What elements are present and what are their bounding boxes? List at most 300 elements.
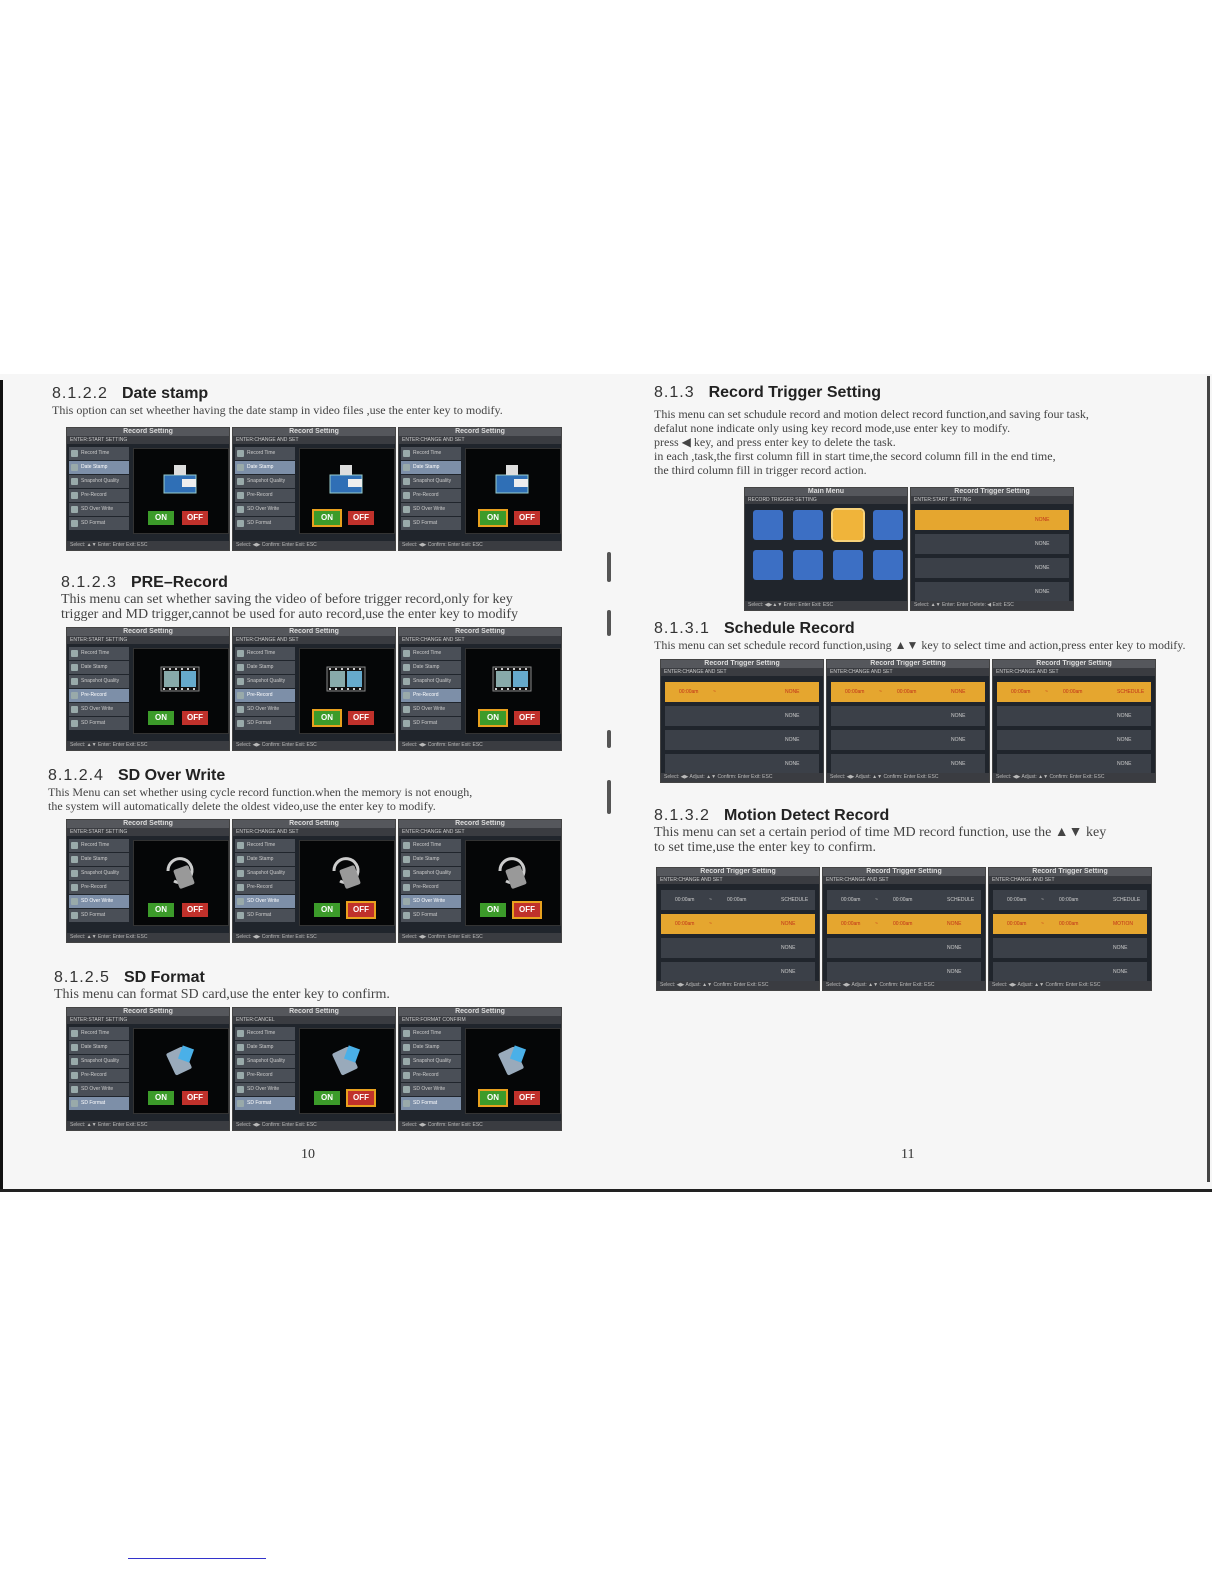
record-setting-screen <box>66 627 230 751</box>
screen-menu <box>235 647 295 731</box>
screen-title: Record Trigger Setting <box>827 660 989 668</box>
task-cell: NONE <box>951 737 966 743</box>
screen-footer: Select: ◀▶ Adjust: ▲▼ Confirm: Enter Exit: ESC <box>823 981 985 990</box>
trigger-task-row[interactable] <box>997 682 1151 702</box>
menu-item[interactable]: Record Time <box>69 1027 129 1040</box>
section-number: 8.1.2.5 <box>54 969 110 986</box>
tilde: ~ <box>875 897 878 903</box>
task-cell: NONE <box>1035 565 1050 571</box>
trigger-task-row[interactable] <box>661 890 815 910</box>
trigger-task-row[interactable] <box>993 962 1147 982</box>
task-cell: NONE <box>951 689 966 695</box>
camera-icon[interactable] <box>753 510 783 540</box>
menu-item[interactable]: Snapshot Quality <box>69 867 129 880</box>
menu-item[interactable]: Record Time <box>235 1027 295 1040</box>
sd-format-icon <box>326 1041 366 1077</box>
sd-overwrite-icon <box>326 853 366 889</box>
menu-item[interactable]: SD Over Write <box>401 1083 461 1096</box>
record-trigger-screen <box>656 867 820 991</box>
section-title: Motion Detect Record <box>723 807 890 824</box>
on-button[interactable]: ON <box>480 511 506 525</box>
menu-item[interactable]: SD Format <box>69 717 129 730</box>
section-schedule-record <box>654 620 1186 652</box>
menu-item[interactable]: Snapshot Quality <box>235 867 295 880</box>
screen-hint: ENTER:START SETTING <box>911 496 1073 504</box>
menu-item[interactable]: Record Time <box>401 447 461 460</box>
preview-panel <box>465 840 561 926</box>
screen-menu <box>235 839 295 923</box>
menu-item[interactable]: Date Stamp <box>69 1041 129 1054</box>
section-number: 8.1.3.2 <box>654 807 710 824</box>
screen-footer: Select: ◀▶ Adjust: ▲▼ Confirm: Enter Exit: ESC <box>993 773 1155 782</box>
record-setting-screen <box>66 819 230 943</box>
screen-menu <box>235 447 295 531</box>
menu-item[interactable]: Record Time <box>235 839 295 852</box>
menu-item[interactable]: Snapshot Quality <box>401 1055 461 1068</box>
record-icon[interactable] <box>793 510 823 540</box>
screen-footer: Select: ◀▶ Adjust: ▲▼ Confirm: Enter Exit: ESC <box>657 981 819 990</box>
record-setting-screen <box>232 1007 396 1131</box>
menu-item[interactable]: SD Format <box>69 1097 129 1110</box>
section-text-line-4: in each ,task,the first column fill in start time,the secord column fill in the end time, <box>654 449 1056 463</box>
date-stamp-icon <box>492 461 532 497</box>
task-cell: SCHEDULE <box>1117 689 1145 695</box>
section-title: Record Trigger Setting <box>708 384 882 401</box>
menu-item[interactable]: Snapshot Quality <box>235 475 295 488</box>
preview-panel <box>133 448 229 534</box>
tilde: ~ <box>1045 689 1048 695</box>
section-text-line-2: to set time,use the enter key to confirm. <box>654 840 876 855</box>
task-cell: NONE <box>1113 945 1128 951</box>
on-button[interactable]: ON <box>314 903 340 917</box>
screen-footer: Select: ◀▶ Confirm: Enter Exit: ESC <box>233 1121 395 1130</box>
screen-title: Record Trigger Setting <box>993 660 1155 668</box>
off-button[interactable]: OFF <box>182 711 208 725</box>
menu-item[interactable]: Date Stamp <box>235 1041 295 1054</box>
screen-hint: ENTER:START SETTING <box>67 1016 229 1024</box>
screen-footer: Select: ▲▼ Enter: Enter Exit: ESC <box>67 541 229 550</box>
tilde: ~ <box>709 897 712 903</box>
screen-footer: Select: ◀▶ Confirm: Enter Exit: ESC <box>233 933 395 942</box>
date-stamp-icon <box>160 461 200 497</box>
section-number: 8.1.2.3 <box>61 574 117 591</box>
task-cell: 00:00am <box>1011 689 1031 695</box>
task-cell: NONE <box>947 969 962 975</box>
section-sd-format <box>54 969 390 1002</box>
task-cell: NONE <box>781 945 796 951</box>
off-button[interactable]: OFF <box>514 903 540 917</box>
on-button[interactable]: ON <box>314 511 340 525</box>
date-stamp-icon <box>326 461 366 497</box>
section-title: SD Over Write <box>117 767 226 784</box>
screen-title: Record Setting <box>399 628 561 636</box>
section-number: 8.1.2.2 <box>52 385 108 402</box>
menu-item[interactable]: Date Stamp <box>401 461 461 474</box>
menu-item[interactable]: SD Format <box>235 517 295 530</box>
on-button[interactable]: ON <box>314 711 340 725</box>
off-button[interactable]: OFF <box>348 511 374 525</box>
screen-menu <box>235 1027 295 1111</box>
screen-footer: Select: ◀▶ Adjust: ▲▼ Confirm: Enter Exit: ESC <box>989 981 1151 990</box>
menu-item[interactable]: Record Time <box>235 447 295 460</box>
trigger-task-row[interactable] <box>997 754 1151 774</box>
menu-item[interactable]: Record Time <box>401 1027 461 1040</box>
menu-item[interactable]: Snapshot Quality <box>235 675 295 688</box>
menu-item[interactable]: SD Format <box>401 717 461 730</box>
menu-item[interactable]: SD Over Write <box>401 503 461 516</box>
menu-item[interactable]: Record Time <box>401 647 461 660</box>
menu-item[interactable]: SD Over Write <box>235 703 295 716</box>
task-cell: 00:00am <box>1059 921 1079 927</box>
screen-title: Record Trigger Setting <box>823 868 985 876</box>
screen-title: Record Setting <box>233 1008 395 1016</box>
menu-item[interactable]: SD Format <box>401 517 461 530</box>
menu-item[interactable]: Date Stamp <box>401 853 461 866</box>
on-button[interactable]: ON <box>148 1091 174 1105</box>
page-edge-left <box>0 380 3 1192</box>
task-cell: 00:00am <box>679 689 699 695</box>
task-cell: NONE <box>1035 517 1050 523</box>
sd-over-write-screens <box>66 819 562 943</box>
menu-item[interactable]: Snapshot Quality <box>69 475 129 488</box>
task-cell: SCHEDULE <box>947 897 975 903</box>
screen-footer: Select: ▲▼ Enter: Enter Delete: ◀ Exit: ESC <box>911 601 1073 610</box>
film-strip-icon <box>492 661 532 697</box>
menu-item[interactable]: Pre-Record <box>69 489 129 502</box>
menu-item[interactable]: Date Stamp <box>401 661 461 674</box>
screen-hint: ENTER:CHANGE AND SET <box>399 636 561 644</box>
record-setting-screen <box>398 1007 562 1131</box>
menu-item[interactable]: SD Over Write <box>401 703 461 716</box>
off-button[interactable]: OFF <box>182 903 208 917</box>
screen-title: Record Trigger Setting <box>989 868 1151 876</box>
menu-item[interactable]: SD Format <box>401 1097 461 1110</box>
screen-hint: ENTER:CHANGE AND SET <box>657 876 819 884</box>
menu-item[interactable]: Pre-Record <box>401 881 461 894</box>
screen-hint: ENTER:CHANGE AND SET <box>823 876 985 884</box>
menu-item[interactable]: Date Stamp <box>235 661 295 674</box>
menu-item[interactable]: Date Stamp <box>69 461 129 474</box>
on-button[interactable]: ON <box>314 1091 340 1105</box>
tilde: ~ <box>709 921 712 927</box>
menu-item[interactable]: SD Over Write <box>69 503 129 516</box>
trigger-task-row[interactable] <box>827 914 981 934</box>
sd-format-screens <box>66 1007 562 1131</box>
off-button[interactable]: OFF <box>348 1091 374 1105</box>
on-button[interactable]: ON <box>480 1091 506 1105</box>
screen-footer: Select: ◀▶ Adjust: ▲▼ Confirm: Enter Exit: ESC <box>661 773 823 782</box>
tilde: ~ <box>713 689 716 695</box>
screen-footer: Select: ◀▶▲▼ Enter: Enter Exit: ESC <box>745 601 907 610</box>
screen-footer: Select: ◀▶ Confirm: Enter Exit: ESC <box>233 541 395 550</box>
spread-bottom-edge <box>0 1189 1212 1192</box>
trigger-task-row[interactable] <box>831 730 985 750</box>
menu-item[interactable]: SD Over Write <box>235 1083 295 1096</box>
off-button[interactable]: OFF <box>514 711 540 725</box>
menu-item[interactable]: SD Over Write <box>235 503 295 516</box>
menu-item[interactable]: SD Over Write <box>69 703 129 716</box>
task-cell: NONE <box>785 689 800 695</box>
screen-footer: Select: ◀▶ Confirm: Enter Exit: ESC <box>399 741 561 750</box>
document-icon[interactable] <box>753 550 783 580</box>
menu-item[interactable]: Snapshot Quality <box>235 1055 295 1068</box>
menu-item[interactable]: Date Stamp <box>235 853 295 866</box>
section-number: 8.1.3.1 <box>654 620 710 637</box>
menu-item[interactable]: SD Over Write <box>235 895 295 908</box>
binding-gutter <box>604 540 618 1020</box>
menu-item[interactable]: Snapshot Quality <box>401 675 461 688</box>
on-button[interactable]: ON <box>148 711 174 725</box>
record-setting-screen <box>66 1007 230 1131</box>
section-date-stamp <box>52 385 503 417</box>
screen-title: Main Menu <box>745 488 907 496</box>
record-trigger-screens <box>744 487 1074 611</box>
screen-menu <box>69 647 129 731</box>
screen-title: Record Setting <box>233 820 395 828</box>
task-cell: 00:00am <box>893 897 913 903</box>
trigger-task-row[interactable] <box>665 730 819 750</box>
task-cell: 00:00am <box>893 921 913 927</box>
sd-card-icon[interactable] <box>873 550 903 580</box>
sd-overwrite-icon <box>160 853 200 889</box>
trigger-task-row[interactable] <box>665 706 819 726</box>
trigger-task-row[interactable] <box>997 730 1151 750</box>
task-cell: 00:00am <box>675 921 695 927</box>
screen-hint: ENTER:FORMAT CONFIRM <box>399 1016 561 1024</box>
menu-item[interactable]: Pre-Record <box>235 1069 295 1082</box>
menu-item[interactable]: SD Format <box>235 909 295 922</box>
menu-item[interactable]: Record Time <box>69 839 129 852</box>
screen-title: Record Setting <box>233 428 395 436</box>
schedule-record-screens <box>660 659 1156 783</box>
task-cell: NONE <box>1117 713 1132 719</box>
menu-item[interactable]: Record Time <box>69 647 129 660</box>
trigger-task-row[interactable] <box>997 706 1151 726</box>
record-trigger-screen <box>660 659 824 783</box>
menu-item[interactable]: Record Time <box>235 647 295 660</box>
trigger-task-row[interactable] <box>915 510 1069 530</box>
trigger-task-row[interactable] <box>827 938 981 958</box>
task-cell: 00:00am <box>841 897 861 903</box>
task-cell: 00:00am <box>897 689 917 695</box>
section-sd-over-write <box>48 767 472 813</box>
section-text-line-1: This menu can set a certain period of time MD record function, use the ▲▼ key <box>654 825 1107 840</box>
menu-item[interactable]: Pre-Record <box>401 689 461 702</box>
off-button[interactable]: OFF <box>182 1091 208 1105</box>
alarm-icon[interactable] <box>793 550 823 580</box>
screen-title: Record Setting <box>67 1008 229 1016</box>
task-cell: NONE <box>1113 969 1128 975</box>
menu-item[interactable]: Pre-Record <box>69 689 129 702</box>
screen-title: Record Trigger Setting <box>661 660 823 668</box>
menu-item[interactable]: Snapshot Quality <box>401 867 461 880</box>
menu-item[interactable]: Pre-Record <box>401 1069 461 1082</box>
preview-panel <box>299 1028 395 1114</box>
motion-detect-screens <box>656 867 1152 991</box>
trigger-task-row[interactable] <box>993 890 1147 910</box>
record-setting-screen <box>398 627 562 751</box>
section-record-trigger-setting <box>654 384 1089 477</box>
section-title: Schedule Record <box>723 620 855 637</box>
screen-hint: ENTER:CHANGE AND SET <box>399 436 561 444</box>
section-text-line-2: trigger and MD trigger,cannot be used for auto record,use the enter key to modify <box>61 607 519 622</box>
task-cell: 00:00am <box>841 921 861 927</box>
screen-footer: Select: ▲▼ Enter: Enter Exit: ESC <box>67 741 229 750</box>
menu-item[interactable]: Date Stamp <box>235 461 295 474</box>
menu-item[interactable]: Date Stamp <box>69 853 129 866</box>
screen-hint: ENTER:CHANGE AND SET <box>993 668 1155 676</box>
section-text-line-2: defalut none indicate only using key record mode,use enter key to modify. <box>654 421 1011 435</box>
trigger-task-row[interactable] <box>827 962 981 982</box>
task-cell: NONE <box>947 945 962 951</box>
trigger-task-row[interactable] <box>915 558 1069 578</box>
menu-item[interactable]: Record Time <box>69 447 129 460</box>
tilde: ~ <box>875 921 878 927</box>
task-cell: NONE <box>1035 589 1050 595</box>
task-cell: 00:00am <box>1007 897 1027 903</box>
screen-hint: ENTER:START SETTING <box>67 828 229 836</box>
trigger-task-row[interactable] <box>993 914 1147 934</box>
film-strip-icon <box>160 661 200 697</box>
record-setting-screen <box>398 427 562 551</box>
task-cell: MOTION <box>1113 921 1133 927</box>
screen-hint: ENTER:CHANGE AND SET <box>233 636 395 644</box>
trigger-task-row[interactable] <box>915 582 1069 602</box>
screen-hint: ENTER:START SETTING <box>67 436 229 444</box>
trigger-task-row[interactable] <box>827 890 981 910</box>
section-text-line-2: the system will automatically delete the oldest video,use the enter key to modify. <box>48 799 436 813</box>
screen-title: Record Trigger Setting <box>911 488 1073 496</box>
tilde: ~ <box>879 689 882 695</box>
trigger-task-row[interactable] <box>661 938 815 958</box>
off-button[interactable]: OFF <box>182 511 208 525</box>
screen-footer: Select: ◀▶ Confirm: Enter Exit: ESC <box>399 541 561 550</box>
trigger-task-row[interactable] <box>665 754 819 774</box>
section-text-line-1: This Menu can set whether using cycle record function.when the memory is not enough, <box>48 785 473 799</box>
screen-menu <box>401 447 461 531</box>
trigger-task-row[interactable] <box>831 706 985 726</box>
section-number: 8.1.2.4 <box>48 767 104 784</box>
task-cell: NONE <box>947 921 962 927</box>
task-cell: NONE <box>951 761 966 767</box>
section-pre-record <box>61 574 518 622</box>
on-button[interactable]: ON <box>148 511 174 525</box>
trigger-task-row[interactable] <box>831 682 985 702</box>
trigger-task-row[interactable] <box>831 754 985 774</box>
on-button[interactable]: ON <box>480 711 506 725</box>
screen-hint: ENTER:CHANGE AND SET <box>233 436 395 444</box>
menu-item[interactable]: Record Time <box>401 839 461 852</box>
on-button[interactable]: ON <box>480 903 506 917</box>
screen-hint: ENTER:CHANGE AND SET <box>399 828 561 836</box>
task-cell: NONE <box>785 713 800 719</box>
date-stamp-screens <box>66 427 562 551</box>
off-button[interactable]: OFF <box>514 511 540 525</box>
on-button[interactable]: ON <box>148 903 174 917</box>
trigger-task-row[interactable] <box>661 962 815 982</box>
main-menu-screen <box>744 487 908 611</box>
menu-item[interactable]: Snapshot Quality <box>69 1055 129 1068</box>
menu-item[interactable]: Date Stamp <box>401 1041 461 1054</box>
screen-hint: ENTER:CANCEL <box>233 1016 395 1024</box>
task-cell: NONE <box>1035 541 1050 547</box>
preview-panel <box>133 1028 229 1114</box>
menu-item[interactable]: SD Format <box>69 909 129 922</box>
trigger-task-row[interactable] <box>915 534 1069 554</box>
edit-icon[interactable] <box>833 550 863 580</box>
menu-item[interactable]: Date Stamp <box>69 661 129 674</box>
section-text-line-5: the third column fill in trigger record action. <box>654 463 867 477</box>
menu-item[interactable]: Pre-Record <box>69 1069 129 1082</box>
preview-panel <box>465 1028 561 1114</box>
off-button[interactable]: OFF <box>348 903 374 917</box>
off-button[interactable]: OFF <box>348 711 374 725</box>
screen-hint: RECORD TRIGGER SETTING <box>745 496 907 504</box>
record-trigger-screen <box>992 659 1156 783</box>
menu-item[interactable]: SD Over Write <box>69 895 129 908</box>
menu-item[interactable]: SD Over Write <box>401 895 461 908</box>
section-text: This menu can set schedule record function,using ▲▼ key to select time and action,press enter key to modify. <box>654 638 1186 652</box>
settings-icon[interactable] <box>873 510 903 540</box>
task-cell: 00:00am <box>1059 897 1079 903</box>
screen-title: Record Setting <box>399 1008 561 1016</box>
section-title: Date stamp <box>121 385 209 402</box>
screen-footer: Select: ▲▼ Enter: Enter Exit: ESC <box>67 1121 229 1130</box>
menu-item[interactable]: SD Format <box>235 717 295 730</box>
section-motion-detect-record <box>654 807 1106 855</box>
task-cell: 00:00am <box>1007 921 1027 927</box>
record-trigger-screen <box>988 867 1152 991</box>
screen-hint: ENTER:CHANGE AND SET <box>989 876 1151 884</box>
task-cell: SCHEDULE <box>781 897 809 903</box>
menu-item[interactable]: Pre-Record <box>235 689 295 702</box>
sd-overwrite-icon <box>492 853 532 889</box>
section-title: SD Format <box>123 969 205 986</box>
screen-title: Record Setting <box>67 820 229 828</box>
menu-item[interactable]: Pre-Record <box>235 489 295 502</box>
screen-footer: Select: ◀▶ Confirm: Enter Exit: ESC <box>233 741 395 750</box>
screen-menu <box>69 839 129 923</box>
screen-hint: ENTER:CHANGE AND SET <box>661 668 823 676</box>
trigger-task-row[interactable] <box>993 938 1147 958</box>
menu-item[interactable]: Pre-Record <box>69 881 129 894</box>
menu-item[interactable]: SD Format <box>401 909 461 922</box>
task-cell: NONE <box>1117 737 1132 743</box>
menu-item[interactable]: SD Format <box>235 1097 295 1110</box>
task-cell: SCHEDULE <box>1113 897 1141 903</box>
screen-footer: Select: ▲▼ Enter: Enter Exit: ESC <box>67 933 229 942</box>
calendar-icon[interactable] <box>833 510 863 540</box>
menu-item[interactable]: Pre-Record <box>401 489 461 502</box>
screen-menu <box>401 1027 461 1111</box>
off-button[interactable]: OFF <box>514 1091 540 1105</box>
screen-footer: Select: ◀▶ Confirm: Enter Exit: ESC <box>399 1121 561 1130</box>
trigger-task-row[interactable] <box>665 682 819 702</box>
sd-format-icon <box>492 1041 532 1077</box>
preview-panel <box>133 840 229 926</box>
menu-item[interactable]: SD Format <box>69 517 129 530</box>
preview-panel <box>299 648 395 734</box>
preview-panel <box>299 448 395 534</box>
menu-item[interactable]: SD Over Write <box>69 1083 129 1096</box>
film-strip-icon <box>326 661 366 697</box>
menu-item[interactable]: Snapshot Quality <box>401 475 461 488</box>
section-text: This option can set wheether having the date stamp in video files ,use the enter key to modify. <box>52 403 503 417</box>
task-cell: 00:00am <box>845 689 865 695</box>
trigger-task-row[interactable] <box>661 914 815 934</box>
menu-item[interactable]: Snapshot Quality <box>69 675 129 688</box>
menu-item[interactable]: Pre-Record <box>235 881 295 894</box>
